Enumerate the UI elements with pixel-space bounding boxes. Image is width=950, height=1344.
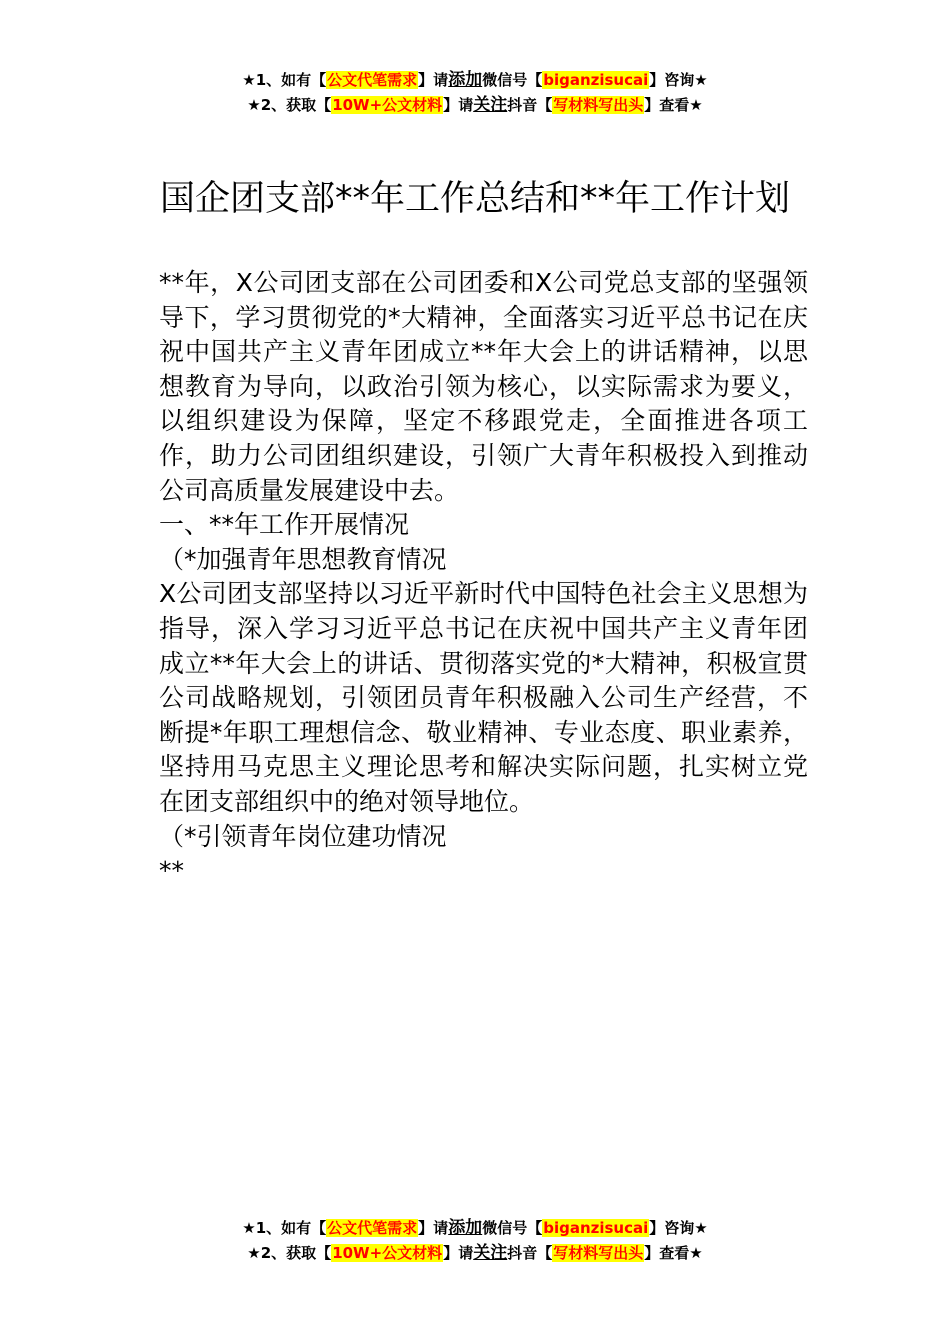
banner-line-2 [0, 1241, 950, 1266]
banner-highlight: 公文代笔需求 [327, 1219, 418, 1237]
banner-highlight: 写材料写出头 [553, 1244, 644, 1262]
top-banner [0, 68, 950, 118]
banner-text: 】请 [443, 96, 474, 114]
banner-text: ★1、如有【 [242, 1219, 327, 1237]
banner-text: 】查看★ [644, 1244, 703, 1262]
subsection-heading: （*加强青年思想教育情况 [159, 544, 447, 574]
banner-text: 】请 [418, 1219, 449, 1237]
banner-text: ★2、获取【 [247, 96, 332, 114]
subsection-heading: （*引领青年岗位建功情况 [159, 821, 447, 851]
banner-highlight: biganzisucai [543, 1219, 649, 1237]
banner-text: 微信号【 [482, 1219, 543, 1237]
document-title: 国企团支部**年工作总结和**年工作计划 [159, 179, 790, 219]
banner-highlight: biganzisucai [543, 71, 649, 89]
paragraph-fragment: ** [159, 856, 184, 886]
banner-emphasis: 添加 [448, 1218, 483, 1238]
banner-text: ★2、获取【 [247, 1244, 332, 1262]
banner-highlight: 10W+公文材料 [332, 96, 443, 114]
paragraph-body: X公司团支部坚持以习近平新时代中国特色社会主义思想为指导，深入学习习近平总书记在庆祝中国共产主义青年团成立**年大会上的讲话、贯彻落实党的*大精神，积极宣贯公司战略规划，引领团员青年积极融入公司生产经营，不断提*年职工理想信念、敬业精神、专业态度、职业素养，坚持用马克思主义理论思考和解决实际问题，扎实树立党在团支部组织中的绝对领导地位。 [159, 579, 808, 816]
section-heading: 一、**年工作开展情况 [159, 510, 410, 540]
banner-text: 抖音【 [507, 96, 553, 114]
banner-emphasis: 关注 [473, 95, 508, 115]
banner-text: 】查看★ [644, 96, 703, 114]
banner-text: 抖音【 [507, 1244, 553, 1262]
document-body [145, 266, 808, 889]
banner-text: ★1、如有【 [242, 71, 327, 89]
banner-highlight: 公文代笔需求 [327, 71, 418, 89]
banner-text: 】咨询★ [649, 71, 708, 89]
banner-line-1 [0, 68, 950, 93]
banner-emphasis: 添加 [448, 70, 483, 90]
banner-line-2 [0, 93, 950, 118]
banner-text: 】请 [443, 1244, 474, 1262]
banner-line-1 [0, 1216, 950, 1241]
banner-text: 】咨询★ [649, 1219, 708, 1237]
banner-text: 微信号【 [482, 71, 543, 89]
banner-highlight: 10W+公文材料 [332, 1244, 443, 1262]
paragraph-intro: **年，X公司团支部在公司团委和X公司党总支部的坚强领导下，学习贯彻党的*大精神，全面落实习近平总书记在庆祝中国共产主义青年团成立**年大会上的讲话精神，以思想教育为导向，以政治引领为核心，以实际需求为要义，以组织建设为保障，坚定不移跟党走，全面推进各项工作，助力公司团组织建设，引领广大青年积极投入到推动公司高质量发展建设中去。 [159, 268, 808, 505]
banner-text: 】请 [418, 71, 449, 89]
banner-highlight: 写材料写出头 [553, 96, 644, 114]
bottom-banner [0, 1216, 950, 1266]
banner-emphasis: 关注 [473, 1243, 508, 1263]
